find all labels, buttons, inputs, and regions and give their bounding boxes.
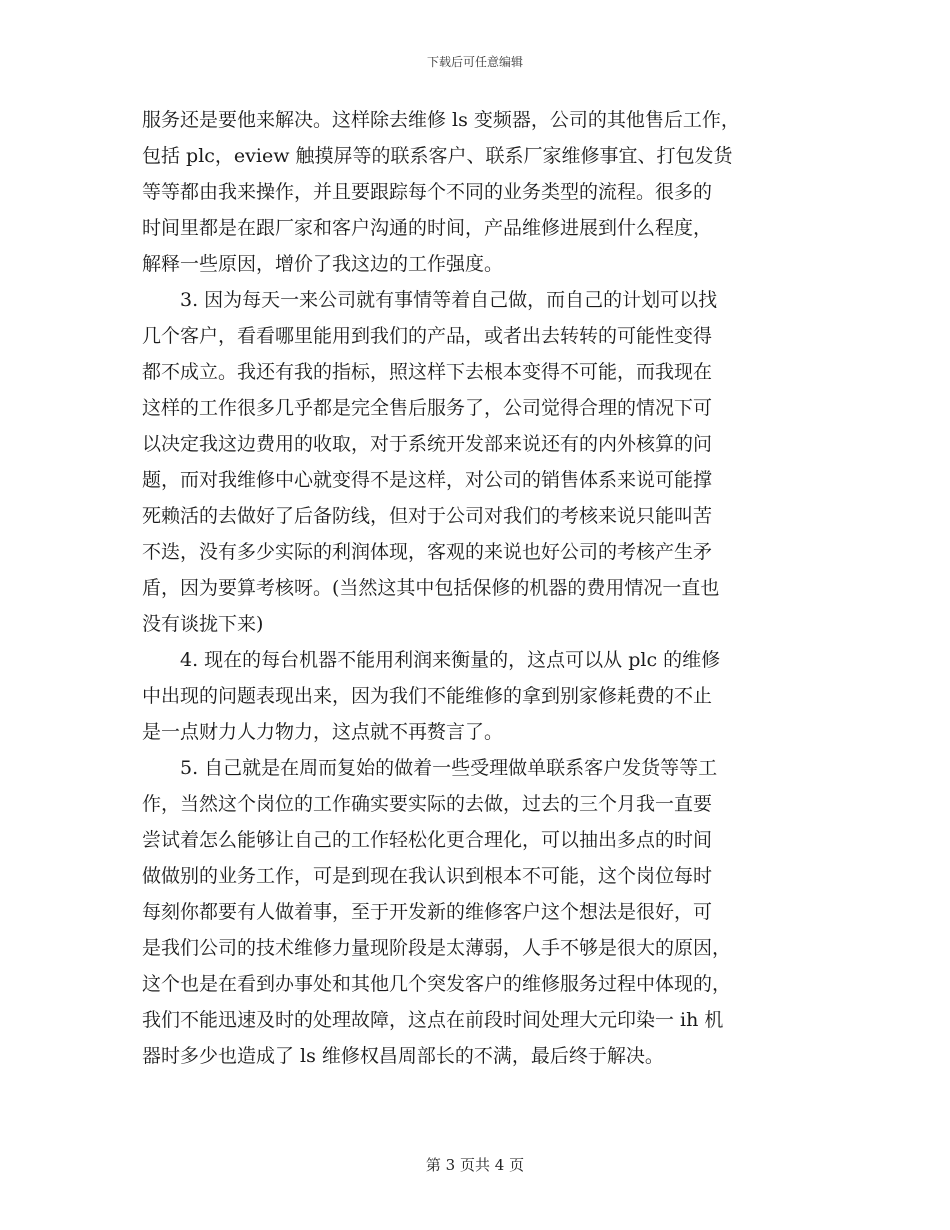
text-line: 作，当然这个岗位的工作确实要实际的去做，过去的三个月我一直要 [142, 793, 713, 815]
text-line: 尝试着怎么能够让自己的工作轻松化更合理化，可以抽出多点的时间 [142, 829, 713, 851]
text-line: 以决定我这边费用的收取，对于系统开发部来说还有的内外核算的问 [142, 433, 713, 455]
text-line: 这样的工作很多几乎都是完全售后服务了，公司觉得合理的情况下可 [142, 397, 713, 419]
document-body [142, 102, 808, 1074]
text-line: 都不成立。我还有我的指标，照这样下去根本变得不可能，而我现在 [142, 361, 713, 383]
text-line: 是我们公司的技术维修力量现阶段是太薄弱，人手不够是很大的原因， [142, 937, 732, 959]
page-number: 第 3 页共 4 页 [425, 1156, 525, 1174]
text-line: 盾，因为要算考核呀。(当然这其中包括保修的机器的费用情况一直也 [142, 577, 720, 599]
page-header-note: 下载后可任意编辑 [426, 55, 523, 69]
text-line: 是一点财力人力物力，这点就不再赘言了。 [142, 721, 504, 743]
text-line: 时间里都是在跟厂家和客户沟通的时间，产品维修进展到什么程度， [142, 217, 713, 239]
text-line: 几个客户，看看哪里能用到我们的产品，或者出去转转的可能性变得 [142, 325, 713, 347]
paragraph-4 [142, 750, 808, 1074]
paragraph-3 [142, 642, 808, 750]
text-line: 做做别的业务工作，可是到现在我认识到根本不可能，这个岗位每时 [142, 865, 713, 887]
text-line: 这个也是在看到办事处和其他几个突发客户的维修服务过程中体现的， [142, 973, 732, 995]
text-line: 4. 现在的每台机器不能用利润来衡量的，这点可以从 plc 的维修 [180, 649, 721, 671]
text-line: 5. 自己就是在周而复始的做着一些受理做单联系客户发货等等工 [180, 757, 718, 779]
text-line: 每刻你都要有人做着事，至于开发新的维修客户这个想法是很好，可 [142, 901, 713, 923]
text-line: 死赖活的去做好了后备防线，但对于公司对我们的考核来说只能叫苦 [142, 505, 713, 527]
text-line: 包括 plc，eview 触摸屏等的联系客户、联系厂家维修事宜、打包发货 [142, 145, 733, 167]
text-line: 解释一些原因，增价了我这边的工作强度。 [142, 253, 504, 275]
text-line: 没有谈拢下来) [142, 613, 264, 635]
paragraph-1 [142, 102, 808, 282]
text-line: 等等都由我来操作，并且要跟踪每个不同的业务类型的流程。很多的 [142, 181, 713, 203]
text-line: 器时多少也造成了 ls 维修权昌周部长的不满，最后终于解决。 [142, 1045, 664, 1067]
text-line: 服务还是要他来解决。这样除去维修 ls 变频器，公司的其他售后工作， [142, 109, 740, 131]
text-line: 中出现的问题表现出来，因为我们不能维修的拿到别家修耗费的不止 [142, 685, 713, 707]
paragraph-2 [142, 282, 808, 642]
text-line: 题，而对我维修中心就变得不是这样，对公司的销售体系来说可能撑 [142, 469, 713, 491]
text-line: 不迭，没有多少实际的利润体现，客观的来说也好公司的考核产生矛 [142, 541, 713, 563]
text-line: 3. 因为每天一来公司就有事情等着自己做，而自己的计划可以找 [180, 289, 718, 311]
text-line: 我们不能迅速及时的处理故障，这点在前段时间处理大元印染一 ih 机 [142, 1009, 724, 1031]
